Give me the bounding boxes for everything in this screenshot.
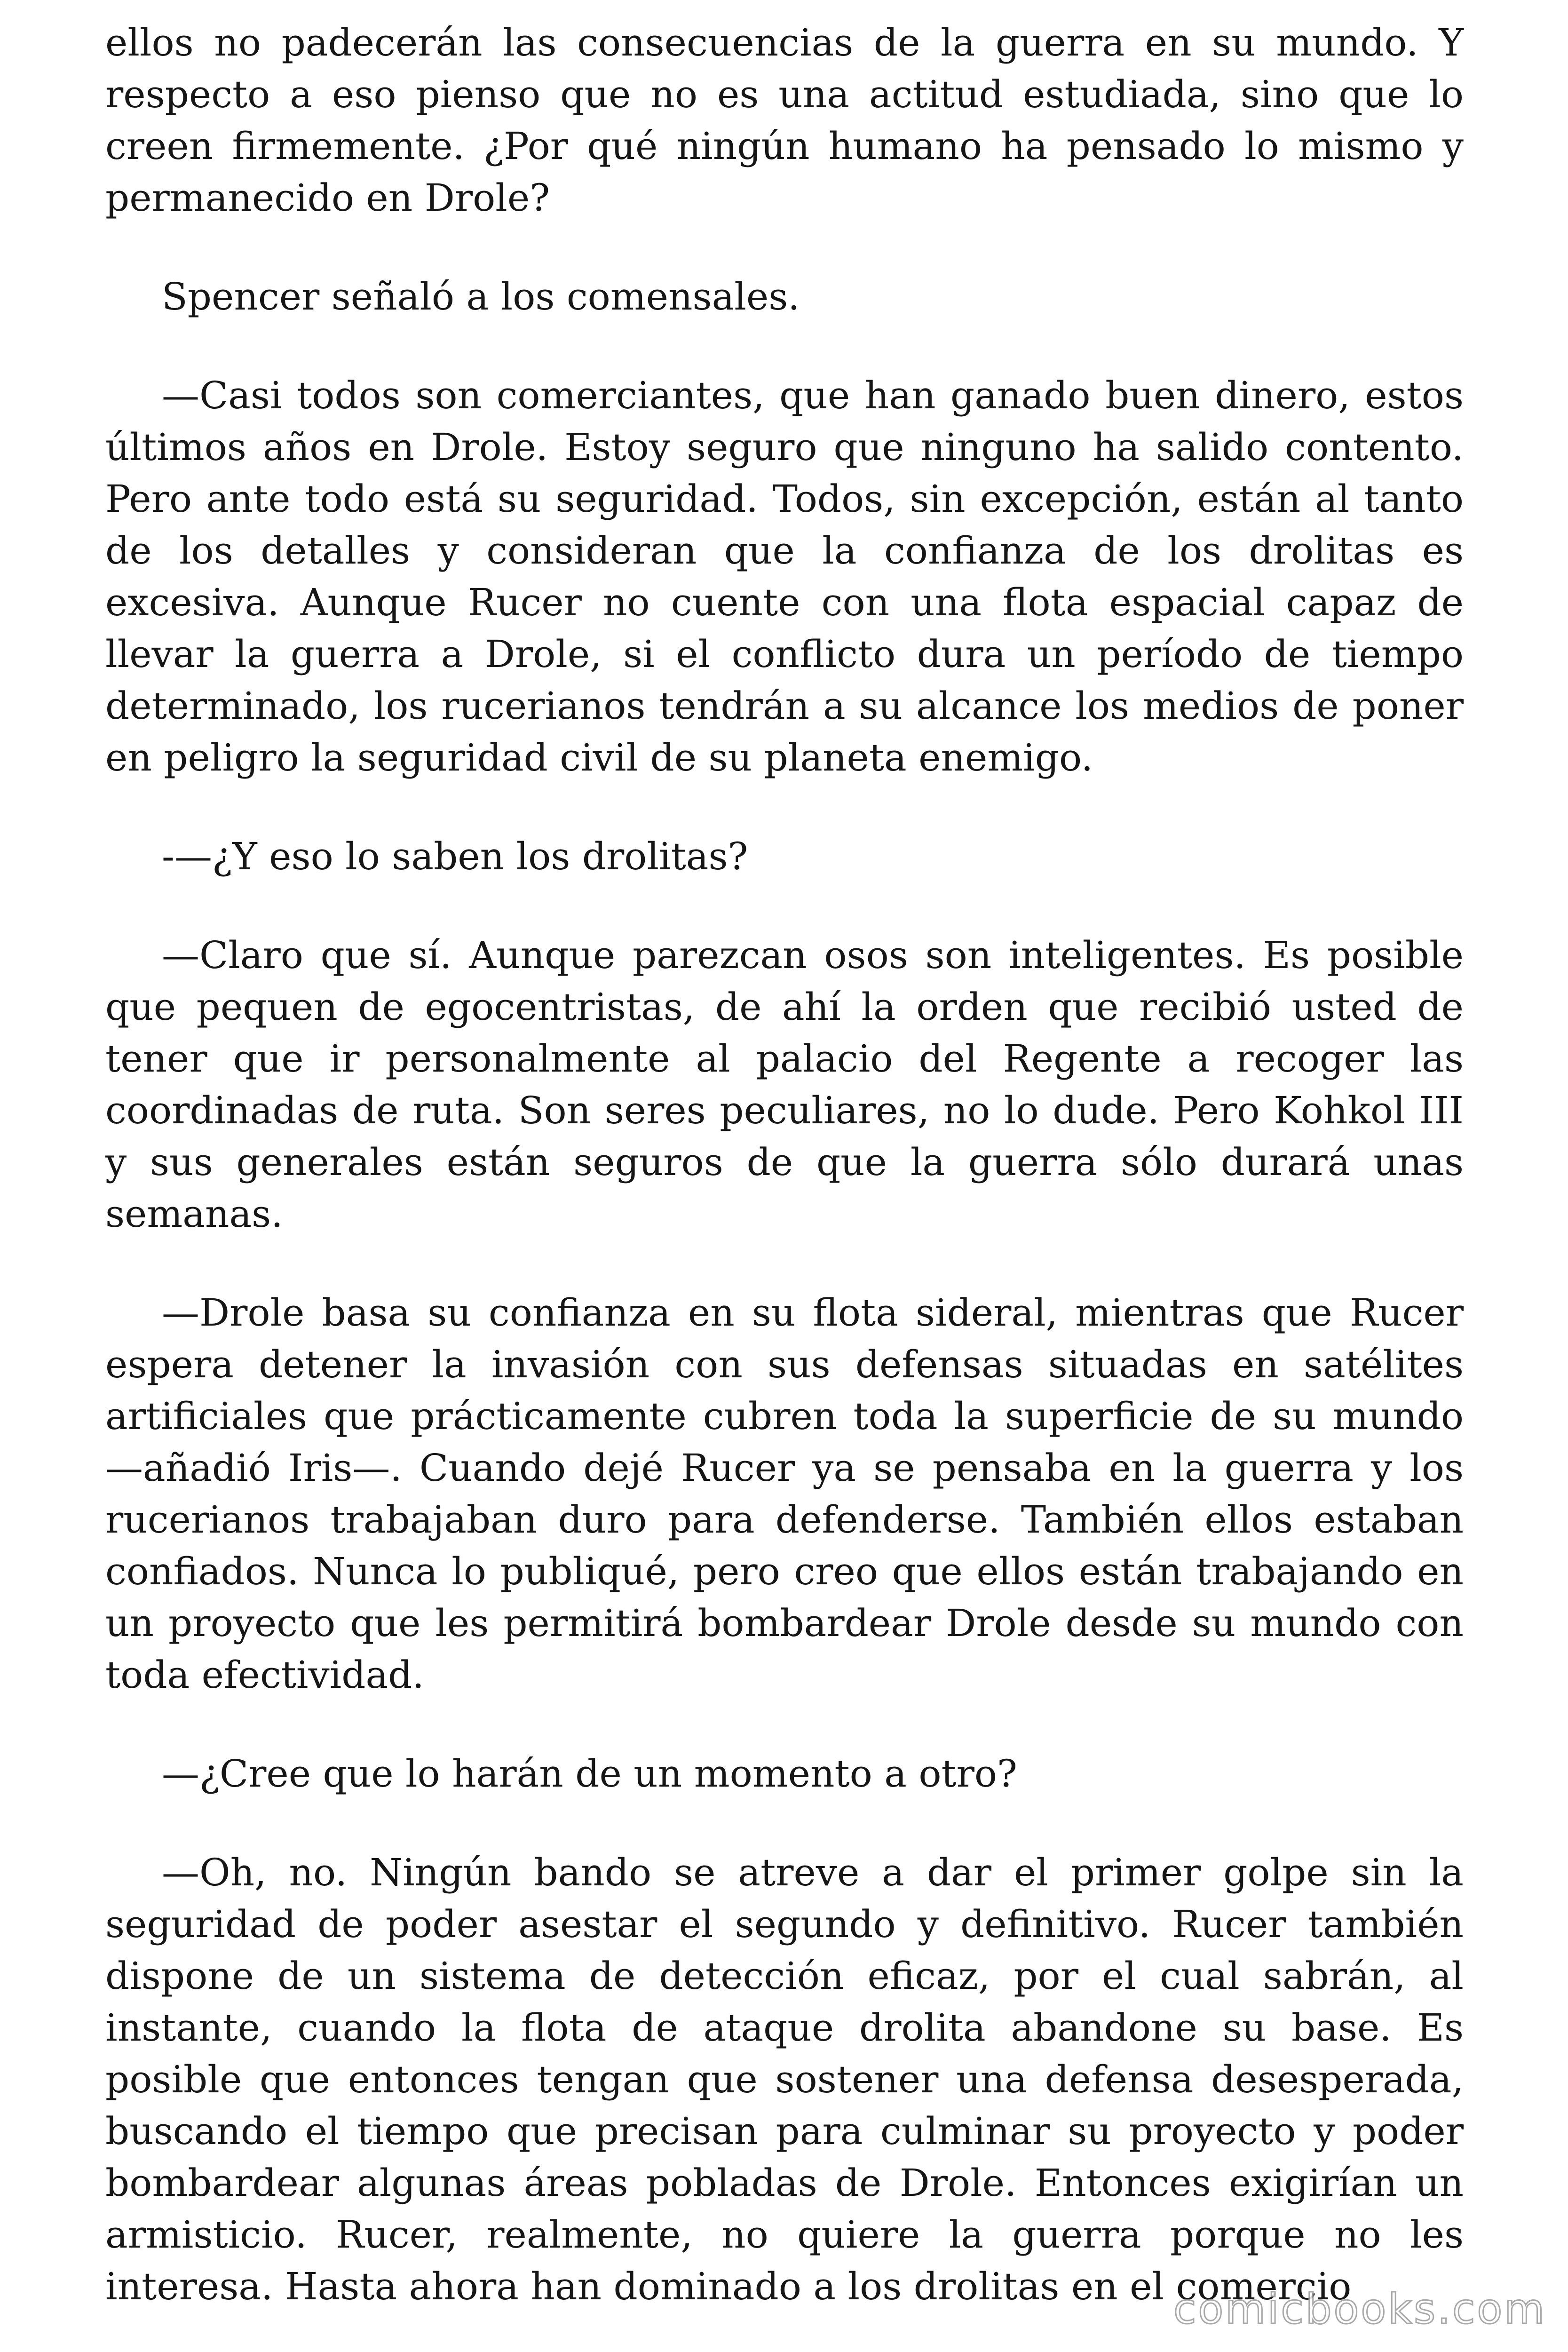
- paragraph: —Claro que sí. Aunque parezcan osos son inteligentes. Es posible que pequen de egocentristas, de ahí la orden que recibió usted de tener que ir personalmente al palacio del Regente a recoger las coordinadas de ruta. Son seres peculiares, no lo dude. Pero Kohkol III y sus generales están seguros de que la guerra sólo durará unas semanas.: [105, 933, 1464, 1236]
- paragraph: —¿Cree que lo harán de un momento a otro?: [162, 1752, 1017, 1796]
- paragraph: —Drole basa su confianza en su flota sideral, mientras que Rucer espera detener la invasión con sus defensas situadas en satélites artificiales que prácticamente cubren toda la superficie de su mundo —añadió Iris—. Cuando dejé Rucer ya se pensaba en la guerra y los rucerianos trabajaban duro para defenderse. También ellos estaban confiados. Nunca lo publiqué, pero creo que ellos están trabajando en un proyecto que les permitirá bombardear Drole desde su mundo con toda efectividad.: [105, 1291, 1464, 1697]
- paragraph: -—¿Y eso lo saben los drolitas?: [162, 834, 748, 878]
- paragraph: Spencer señaló a los comensales.: [162, 275, 800, 318]
- paragraph: ellos no padecerán las consecuencias de la guerra en su mundo. Y respecto a eso pienso que no es una actitud estudiada, sino que lo creen firmemente. ¿Por qué ningún humano ha pensado lo mismo y permanecido en Drole?: [105, 21, 1464, 220]
- page-body: [105, 17, 1464, 2352]
- paragraph: —Casi todos son comerciantes, que han ganado buen dinero, estos últimos años en Drole. Estoy seguro que ninguno ha salido contento. Pero ante todo está su seguridad. Todos, sin excepción, están al tanto de los detalles y consideran que la confianza de los drolitas es excesiva. Aunque Rucer no cuente con una flota espacial capaz de llevar la guerra a Drole, si el conflicto dura un período de tiempo determinado, los rucerianos tendrán a su alcance los medios de poner en peligro la seguridad civil de su planeta enemigo.: [105, 373, 1464, 779]
- paragraph: —Oh, no. Ningún bando se atreve a dar el primer golpe sin la seguridad de poder asestar el segundo y definitivo. Rucer también dispone de un sistema de detección eficaz, por el cual sabrán, al instante, cuando la flota de ataque drolita abandone su base. Es posible que entonces tengan que sostener una defensa desesperada, buscando el tiempo que precisan para culminar su proyecto y poder bombardear algunas áreas pobladas de Drole. Entonces exigirían un armisticio. Rucer, realmente, no quiere la guerra porque no les interesa. Hasta ahora han dominado a los drolitas en el comercio: [105, 1851, 1464, 2308]
- watermark: comicbooks.com: [1173, 2285, 1546, 2333]
